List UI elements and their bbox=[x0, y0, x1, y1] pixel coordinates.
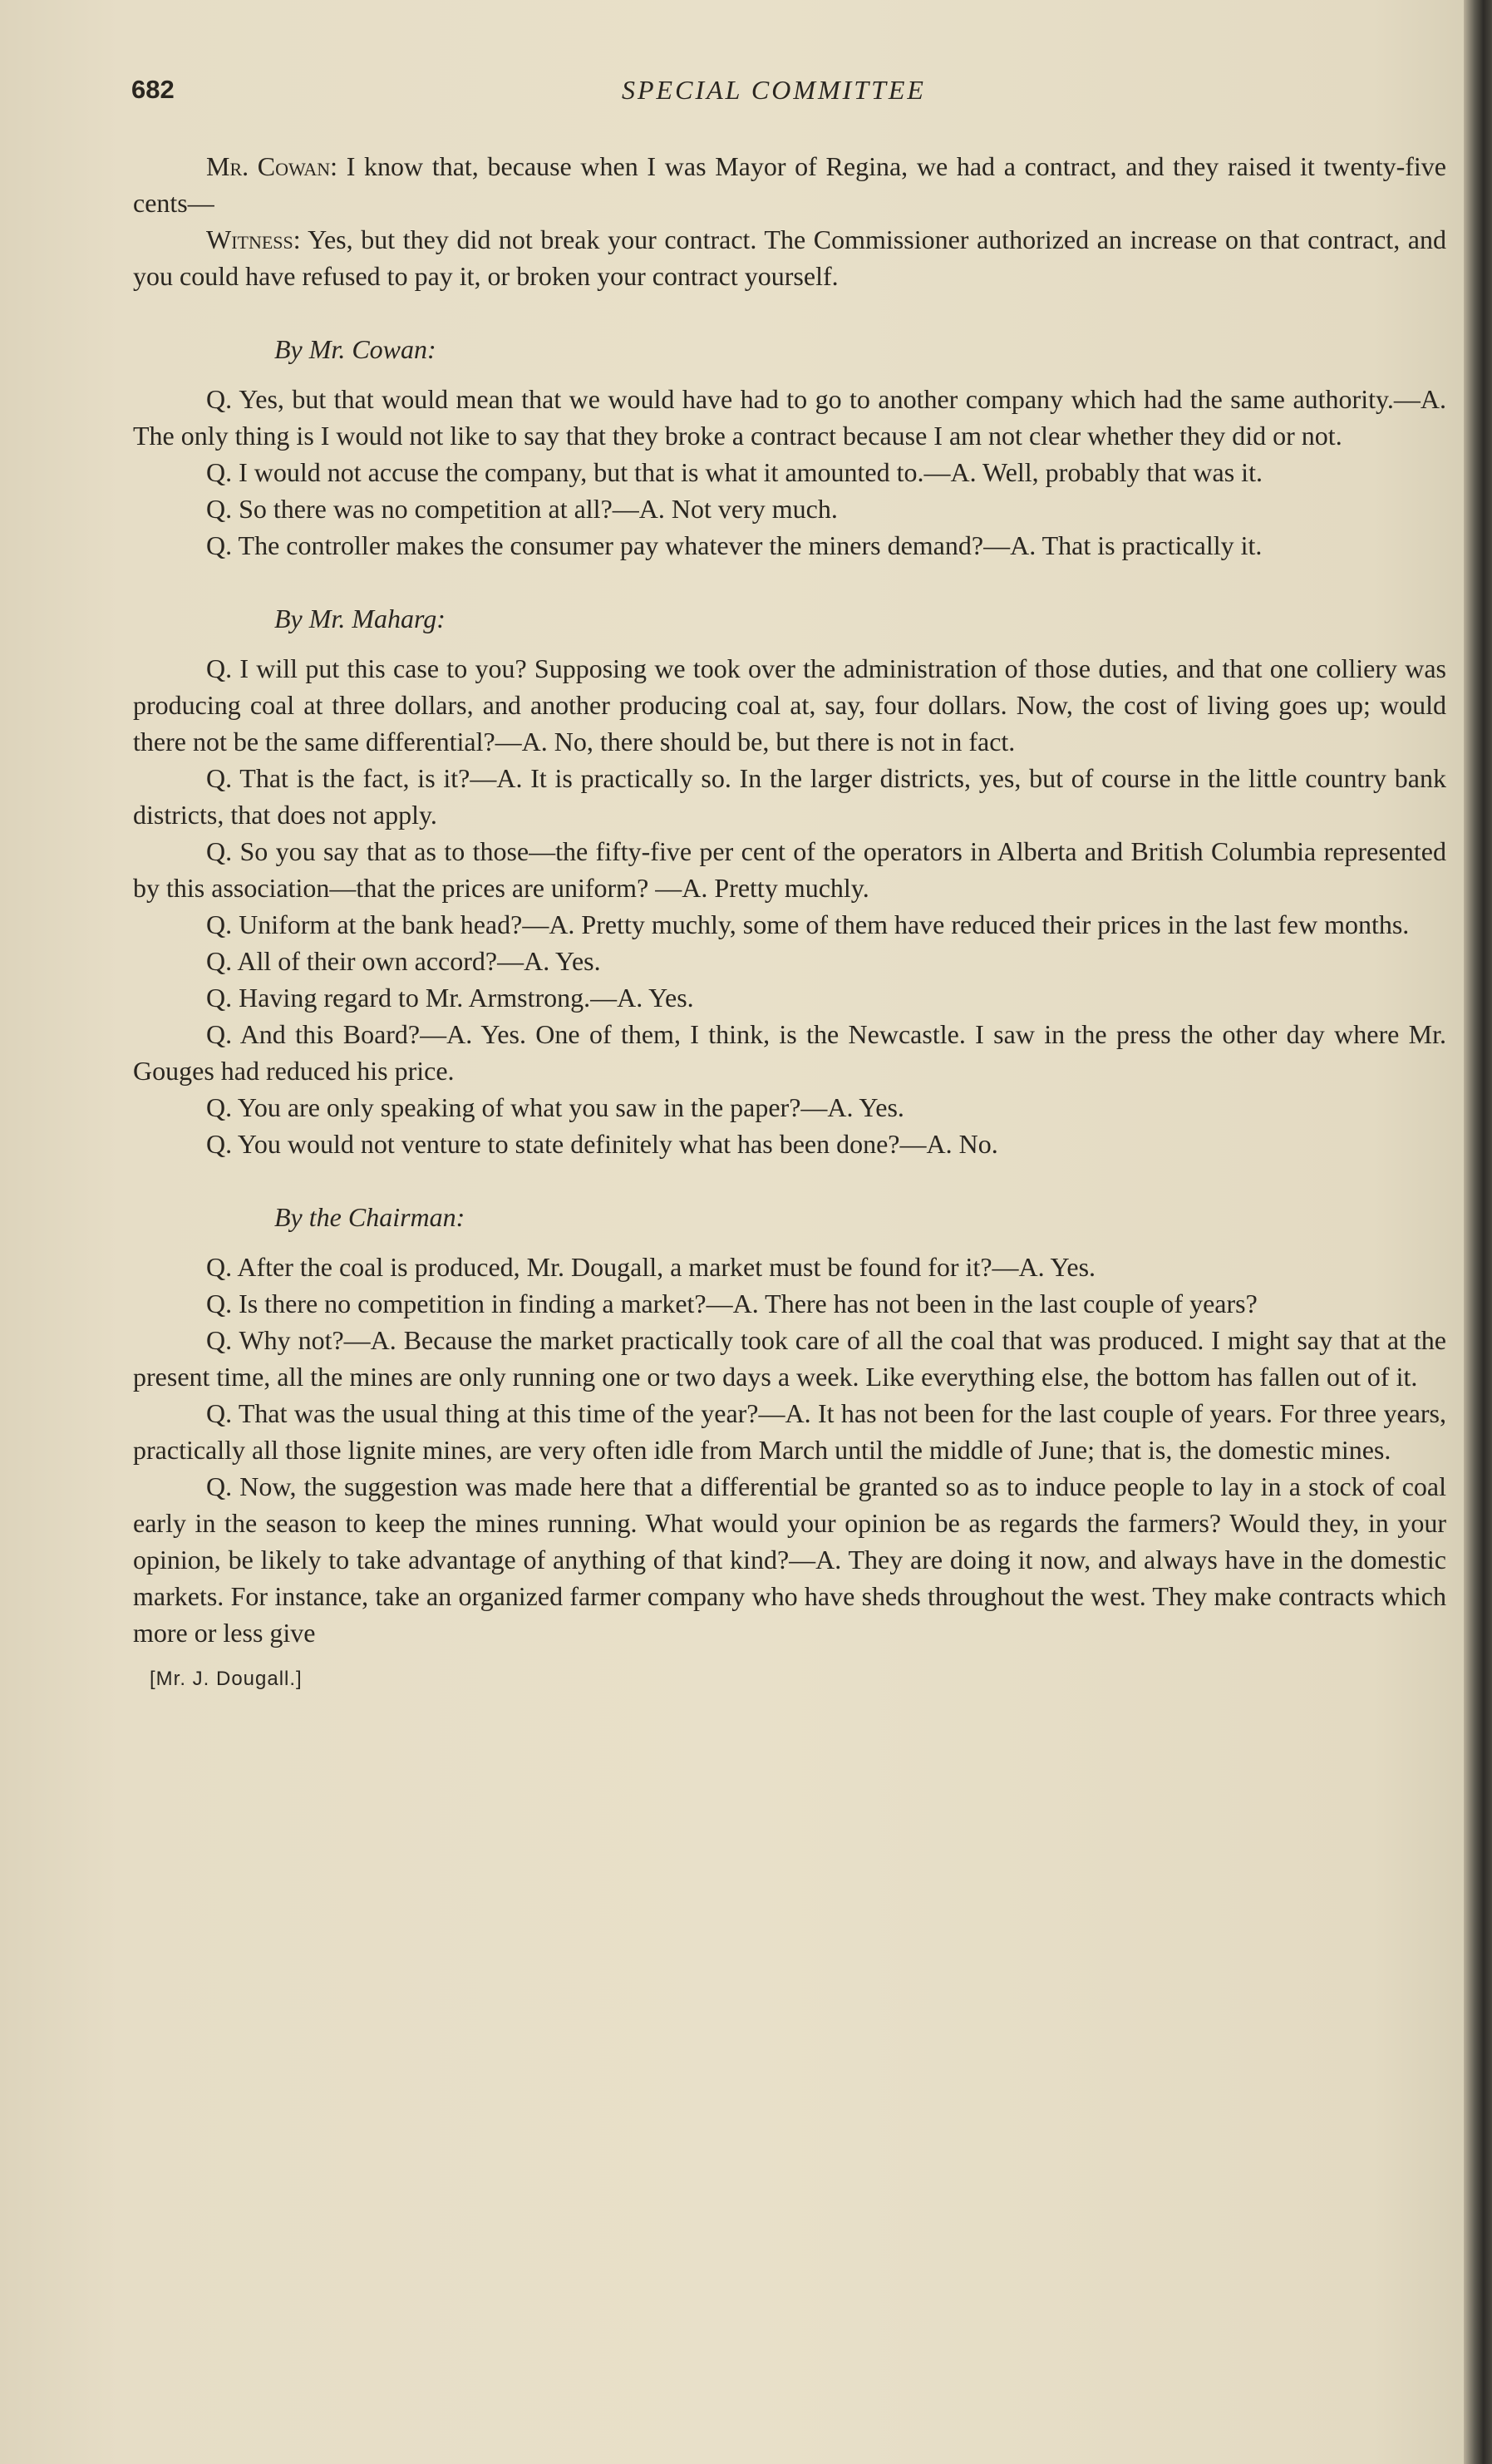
qa-paragraph: Q. I will put this case to you? Supposing we took over the administration of those duties, and that one colliery was producing coal at three dollars, and another producing coal at, say, four dollars. Now, the cost of living goes up; would there not be the same differential?—A. No, there should be, but there is not in fact. bbox=[133, 653, 1446, 756]
qa-paragraph: Q. Yes, but that would mean that we would have had to go to another company which had the same authority.—A. The only thing is I would not like to say that they broke a contract because I am not clear whether they did or not. bbox=[133, 384, 1446, 451]
qa-paragraph: Q. All of their own accord?—A. Yes. bbox=[206, 946, 601, 976]
qa-paragraph: Q. So there was no competition at all?—A. Not very much. bbox=[206, 494, 838, 524]
page-header bbox=[131, 75, 1445, 113]
section-heading: By Mr. Maharg: bbox=[274, 604, 446, 633]
qa-paragraph: Q. The controller makes the consumer pay whatever the miners demand?—A. That is practically it. bbox=[206, 530, 1263, 560]
intro-paragraph bbox=[133, 221, 1446, 294]
running-head: SPECIAL COMMITTEE bbox=[622, 75, 926, 105]
qa-paragraph: Q. Is there no competition in finding a market?—A. There has not been in the last couple of years? bbox=[206, 1289, 1258, 1318]
qa-paragraph: Q. Uniform at the bank head?—A. Pretty muchly, some of them have reduced their prices in the last few months. bbox=[206, 909, 1410, 939]
section-heading: By Mr. Cowan: bbox=[274, 334, 436, 364]
page-edge-shadow bbox=[1464, 0, 1492, 2464]
paragraph-text: : I know that, because when I was Mayor of Regina, we had a contract, and they raised it twenty-five cents— bbox=[133, 151, 1446, 218]
qa-paragraph: Q. After the coal is produced, Mr. Dougall, a market must be found for it?—A. Yes. bbox=[206, 1252, 1096, 1282]
intro-paragraph bbox=[133, 148, 1446, 221]
qa-paragraph: Q. So you say that as to those—the fifty-five per cent of the operators in Alberta and British Columbia represented by this association—that the prices are uniform? —A. Pretty muchly. bbox=[133, 836, 1446, 903]
qa-paragraph: Q. That is the fact, is it?—A. It is practically so. In the larger districts, yes, but of course in the little country bank districts, that does not apply. bbox=[133, 763, 1446, 830]
qa-paragraph: Q. And this Board?—A. Yes. One of them, I think, is the Newcastle. I saw in the press the other day where Mr. Gouges had reduced his price. bbox=[133, 1019, 1446, 1086]
qa-paragraph: Q. You would not venture to state definitely what has been done?—A. No. bbox=[206, 1129, 998, 1159]
speaker-name: Mr. Cowan bbox=[206, 151, 331, 181]
qa-paragraph: Q. I would not accuse the company, but that is what it amounted to.—A. Well, probably that was it. bbox=[206, 457, 1263, 487]
qa-paragraph: Q. Why not?—A. Because the market practically took care of all the coal that was produced. I might say that at the present time, all the mines are only running one or two days a week. Like everything else, the bottom has fallen out of it. bbox=[133, 1325, 1446, 1392]
qa-paragraph: Q. Having regard to Mr. Armstrong.—A. Yes. bbox=[206, 983, 694, 1013]
qa-paragraph: Q. That was the usual thing at this time of the year?—A. It has not been for the last couple of years. For three years, practically all those lignite mines, are very often idle from March until the middle of June; that is, the domestic mines. bbox=[133, 1398, 1446, 1465]
paragraph-text: : Yes, but they did not break your contract. The Commissioner authorized an increase on that contract, and you could have refused to pay it, or broken your contract yourself. bbox=[133, 224, 1446, 291]
section-heading: By the Chairman: bbox=[274, 1202, 465, 1232]
qa-paragraph: Q. You are only speaking of what you saw in the paper?—A. Yes. bbox=[206, 1092, 904, 1122]
document-body bbox=[133, 148, 1446, 1717]
page-number: 682 bbox=[131, 75, 175, 104]
speaker-footer: [Mr. J. Dougall.] bbox=[150, 1668, 303, 1690]
qa-paragraph: Q. Now, the suggestion was made here that a differential be granted so as to induce people to lay in a stock of coal early in the season to keep the mines running. What would your opinion be as regards the farmers? Would they, in your opinion, be likely to take advantage of anything of that kind?—A. They are doing it now, and always have in the domestic markets. For instance, take an organized farmer company who have sheds throughout the west. They make contracts which more or less give bbox=[133, 1471, 1446, 1648]
speaker-name: Witness bbox=[206, 224, 293, 254]
